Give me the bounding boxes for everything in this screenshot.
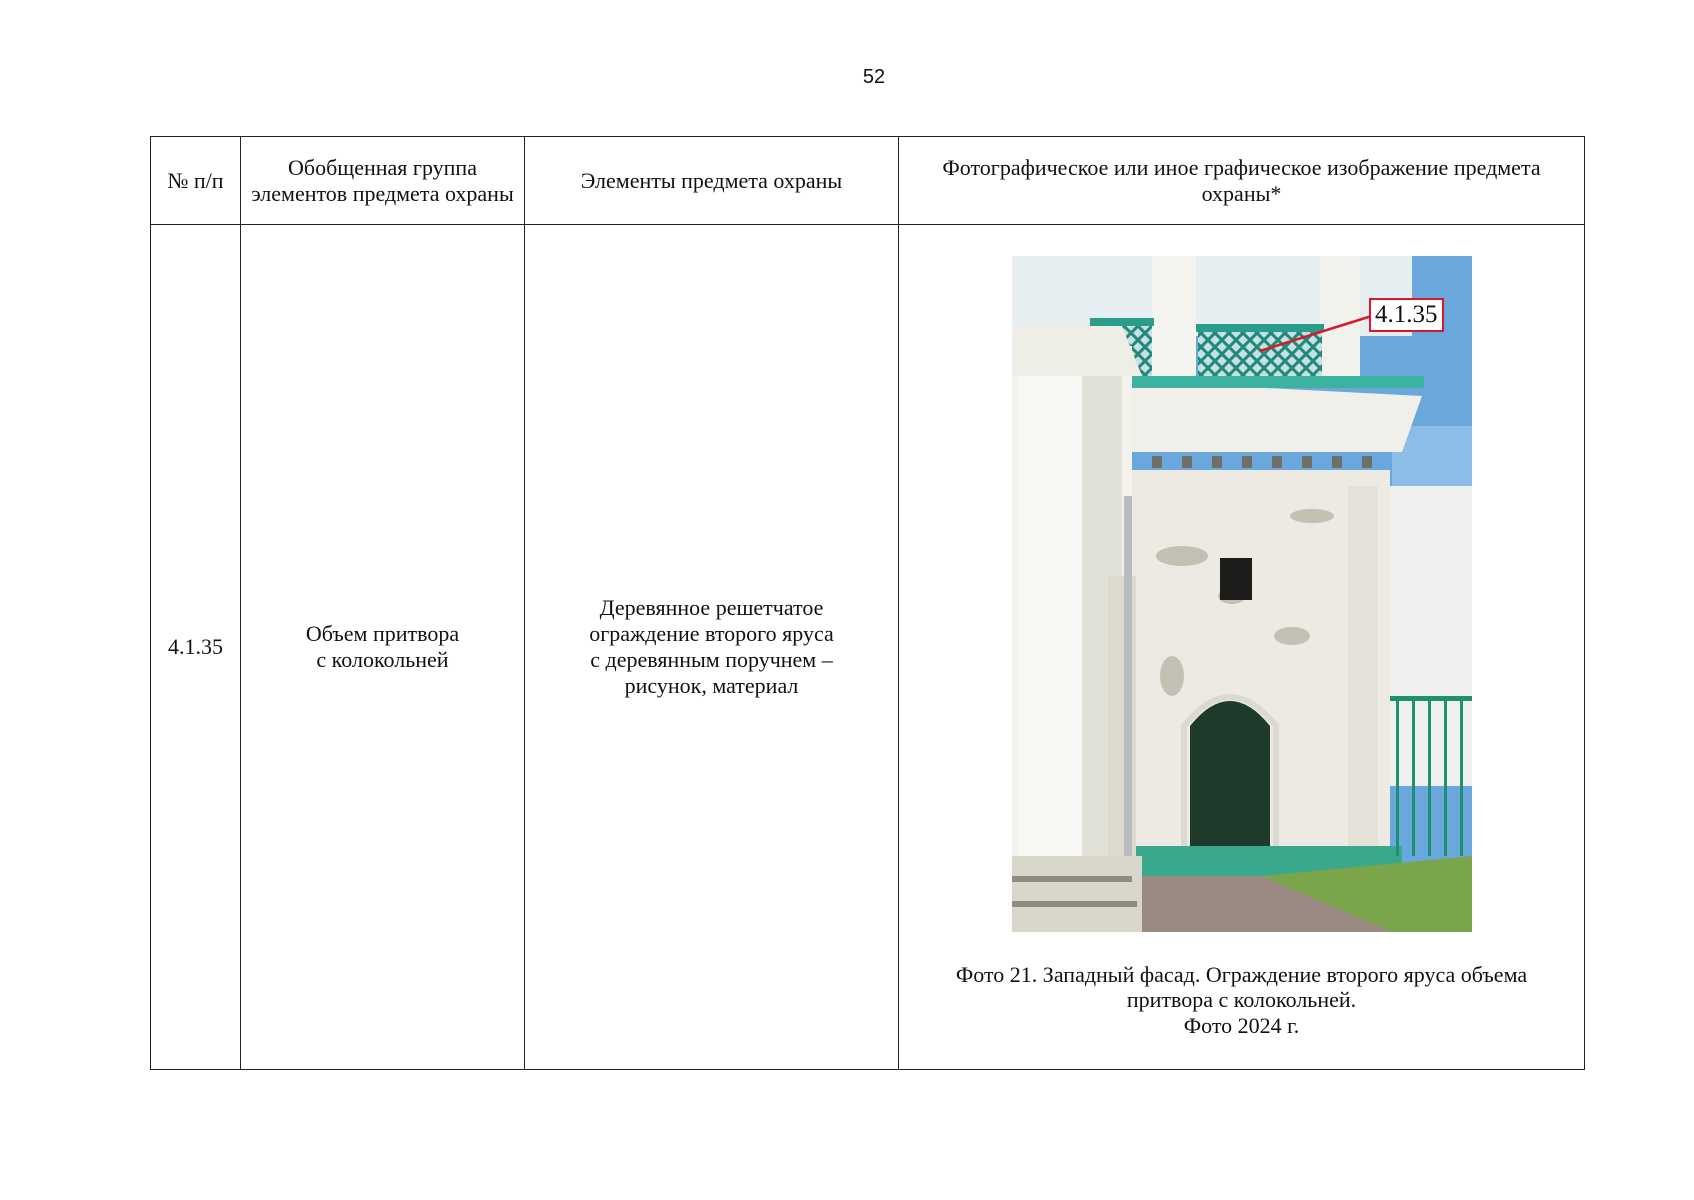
photo-caption-line: Фото 21. Западный фасад. Ограждение второго яруса объема <box>955 961 1528 987</box>
header-group: Обобщенная группа элементов предмета охраны <box>241 137 525 225</box>
header-num: № п/п <box>151 137 241 225</box>
row-group-line: с колокольней <box>316 647 449 672</box>
row-elements-line: с деревянным поручнем – <box>590 647 833 672</box>
table-header-row <box>151 137 1585 225</box>
photo-caption <box>909 962 1574 1039</box>
row-elements-line: ограждение второго яруса <box>589 621 834 647</box>
header-photo: Фотографическое или иное графическое изображение предмета охраны* <box>899 137 1585 225</box>
table-row <box>151 225 1585 1070</box>
protection-table <box>150 136 1585 1070</box>
row-group <box>241 225 525 1070</box>
photo-caption-line: Фото 2024 г. <box>1183 1012 1300 1038</box>
row-num: 4.1.35 <box>151 225 241 1070</box>
facade-photo <box>1012 256 1472 932</box>
row-group-line: Объем притвора <box>305 621 460 647</box>
row-elements <box>525 225 899 1070</box>
photo-caption-line: притвора с колокольней. <box>1126 987 1357 1013</box>
page-number: 52 <box>862 66 886 88</box>
row-elements-line: рисунок, материал <box>624 672 799 698</box>
facade-photo-image <box>1012 256 1472 932</box>
photo-callout-label: 4.1.35 <box>1369 298 1444 332</box>
header-elements: Элементы предмета охраны <box>525 137 899 225</box>
row-photo <box>899 225 1585 1070</box>
row-elements-line: Деревянное решетчатое <box>599 595 824 621</box>
